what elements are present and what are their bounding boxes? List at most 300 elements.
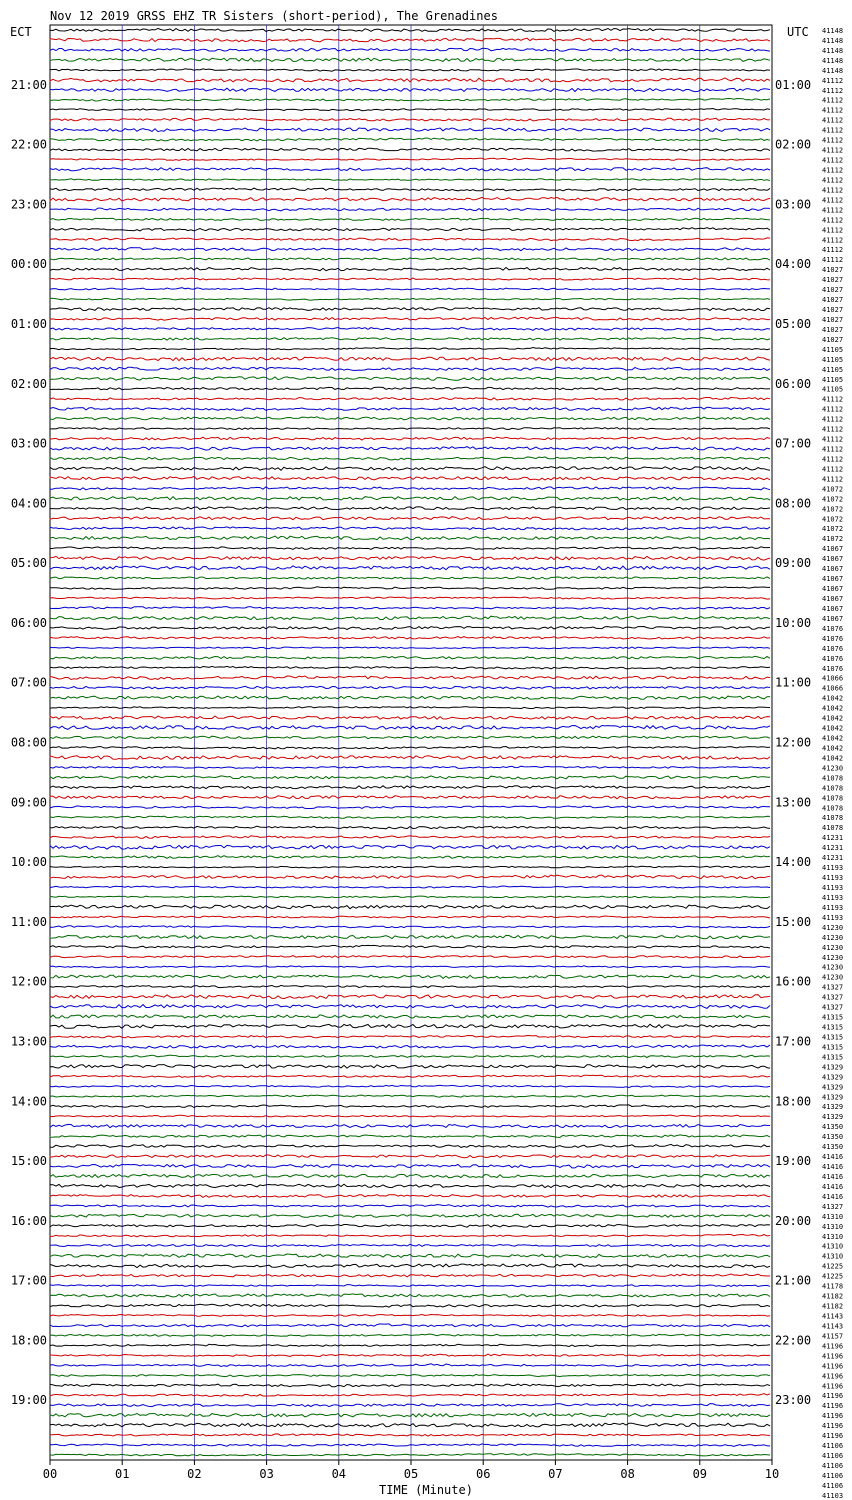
gain-label: 41112 bbox=[822, 236, 844, 245]
gain-label: 41106 bbox=[822, 1481, 844, 1490]
x-tick-label: 04 bbox=[331, 1467, 347, 1481]
gain-label: 41112 bbox=[822, 395, 844, 404]
gain-label: 41066 bbox=[822, 674, 844, 683]
gain-label: 41112 bbox=[822, 136, 844, 145]
gain-label: 41112 bbox=[822, 415, 844, 424]
gain-label: 41078 bbox=[822, 814, 844, 823]
gain-label: 41067 bbox=[822, 555, 844, 564]
trace-line bbox=[50, 726, 770, 730]
gain-label: 41076 bbox=[822, 654, 844, 663]
gain-label: 41066 bbox=[822, 684, 844, 693]
trace-line bbox=[50, 556, 770, 560]
x-tick-label: 09 bbox=[692, 1467, 708, 1481]
gain-label: 41072 bbox=[822, 485, 844, 494]
x-tick-label: 06 bbox=[475, 1467, 491, 1481]
trace-line bbox=[50, 566, 770, 570]
trace-line bbox=[50, 38, 770, 42]
gain-label: 41112 bbox=[822, 465, 844, 474]
trace-line bbox=[50, 1124, 770, 1127]
trace-line bbox=[50, 1274, 770, 1277]
trace-line bbox=[50, 886, 770, 888]
gain-label: 41112 bbox=[822, 126, 844, 135]
gain-label: 41067 bbox=[822, 614, 844, 623]
right-hour-label: 14:00 bbox=[775, 855, 812, 870]
gain-label: 41106 bbox=[822, 1442, 844, 1451]
trace-line bbox=[50, 975, 770, 978]
gain-label: 41027 bbox=[822, 306, 844, 315]
trace-line bbox=[50, 597, 770, 599]
gain-label: 41196 bbox=[822, 1422, 844, 1431]
x-tick-label: 00 bbox=[42, 1467, 58, 1481]
trace-line bbox=[50, 109, 770, 111]
trace-line bbox=[50, 208, 770, 211]
gain-label: 41196 bbox=[822, 1352, 844, 1361]
gain-label: 41106 bbox=[822, 1471, 844, 1480]
trace-line bbox=[50, 357, 770, 361]
gain-label: 41193 bbox=[822, 893, 844, 902]
gain-label: 41143 bbox=[822, 1312, 844, 1321]
trace-line bbox=[50, 338, 770, 341]
trace-line bbox=[50, 367, 770, 370]
trace-line bbox=[50, 487, 770, 490]
trace-line bbox=[50, 258, 770, 260]
right-hour-label: 08:00 bbox=[775, 496, 812, 511]
gain-label: 41182 bbox=[822, 1292, 844, 1301]
gain-label: 41315 bbox=[822, 1023, 844, 1032]
gain-label: 41310 bbox=[822, 1212, 844, 1221]
left-hour-label: 18:00 bbox=[10, 1333, 47, 1348]
trace-line bbox=[50, 467, 770, 471]
gain-label: 41027 bbox=[822, 276, 844, 285]
left-hour-label: 03:00 bbox=[10, 436, 47, 451]
gain-label: 41112 bbox=[822, 146, 844, 155]
trace-line bbox=[50, 1294, 770, 1297]
gain-label: 41067 bbox=[822, 575, 844, 584]
gain-label: 41329 bbox=[822, 1093, 844, 1102]
gain-label: 41157 bbox=[822, 1332, 844, 1341]
trace-line bbox=[50, 88, 770, 91]
right-hour-label: 12:00 bbox=[775, 735, 812, 750]
gain-label: 41112 bbox=[822, 475, 844, 484]
trace-line bbox=[50, 278, 770, 280]
gain-label: 41112 bbox=[822, 405, 844, 414]
gain-label: 41112 bbox=[822, 196, 844, 205]
gain-label: 41182 bbox=[822, 1302, 844, 1311]
trace-line bbox=[50, 437, 770, 440]
trace-line bbox=[50, 1344, 770, 1346]
gain-label: 41076 bbox=[822, 624, 844, 633]
gain-label: 41225 bbox=[822, 1262, 844, 1271]
right-hour-label: 06:00 bbox=[775, 376, 812, 391]
trace-line bbox=[50, 158, 770, 160]
gain-label: 41148 bbox=[822, 46, 844, 55]
gain-label: 41196 bbox=[822, 1402, 844, 1411]
gain-label: 41416 bbox=[822, 1172, 844, 1181]
trace-line bbox=[50, 536, 770, 540]
gain-label: 41042 bbox=[822, 744, 844, 753]
trace-line bbox=[50, 676, 770, 680]
right-hour-label: 02:00 bbox=[775, 137, 812, 152]
trace-line bbox=[50, 766, 770, 768]
gain-label: 41027 bbox=[822, 315, 844, 324]
gain-label: 41076 bbox=[822, 664, 844, 673]
trace-line bbox=[50, 1225, 770, 1228]
trace-line bbox=[50, 995, 770, 999]
trace-line bbox=[50, 48, 770, 51]
gain-label: 41067 bbox=[822, 545, 844, 554]
trace-line bbox=[50, 387, 770, 390]
gain-label: 41329 bbox=[822, 1073, 844, 1082]
trace-line bbox=[50, 985, 770, 987]
gain-label: 41196 bbox=[822, 1372, 844, 1381]
x-tick-label: 02 bbox=[187, 1467, 202, 1481]
gain-label: 41027 bbox=[822, 266, 844, 275]
trace-line bbox=[50, 1364, 770, 1367]
gain-label: 41193 bbox=[822, 874, 844, 883]
gain-label: 41230 bbox=[822, 923, 844, 932]
trace-line bbox=[50, 1304, 770, 1307]
trace-line bbox=[50, 1434, 770, 1436]
gain-label: 41112 bbox=[822, 106, 844, 115]
right-hour-label: 23:00 bbox=[775, 1393, 812, 1408]
gain-label: 41327 bbox=[822, 1003, 844, 1012]
gain-label: 41230 bbox=[822, 764, 844, 773]
gain-label: 41329 bbox=[822, 1113, 844, 1122]
gain-label: 41310 bbox=[822, 1232, 844, 1241]
gain-label: 41112 bbox=[822, 256, 844, 265]
trace-line bbox=[50, 916, 770, 918]
gain-label: 41067 bbox=[822, 585, 844, 594]
gain-label: 41230 bbox=[822, 943, 844, 952]
gain-label: 41148 bbox=[822, 66, 844, 75]
trace-line bbox=[50, 1164, 770, 1168]
right-hour-label: 07:00 bbox=[775, 436, 812, 451]
gain-label: 41196 bbox=[822, 1392, 844, 1401]
right-hour-label: 13:00 bbox=[775, 795, 812, 810]
gain-label: 41196 bbox=[822, 1362, 844, 1371]
gain-label: 41072 bbox=[822, 525, 844, 534]
gain-label: 41027 bbox=[822, 296, 844, 305]
gain-label: 41105 bbox=[822, 385, 844, 394]
trace-line bbox=[50, 179, 770, 181]
trace-line bbox=[50, 268, 770, 271]
trace-line bbox=[50, 218, 770, 220]
gain-label: 41193 bbox=[822, 903, 844, 912]
gain-label: 41350 bbox=[822, 1123, 844, 1132]
gain-label: 41072 bbox=[822, 535, 844, 544]
right-hour-label: 09:00 bbox=[775, 556, 812, 571]
trace-line bbox=[50, 477, 770, 481]
gain-label: 41027 bbox=[822, 286, 844, 295]
trace-line bbox=[50, 1036, 770, 1038]
x-tick-label: 07 bbox=[548, 1467, 563, 1481]
x-tick-label: 03 bbox=[259, 1467, 274, 1481]
trace-line bbox=[50, 607, 770, 610]
left-hour-label: 02:00 bbox=[10, 376, 47, 391]
gain-label: 41230 bbox=[822, 973, 844, 982]
left-hour-label: 09:00 bbox=[10, 795, 47, 810]
trace-line bbox=[50, 457, 770, 460]
trace-line bbox=[50, 1015, 770, 1018]
trace-line bbox=[50, 1334, 770, 1336]
gain-label: 41067 bbox=[822, 565, 844, 574]
trace-line bbox=[50, 248, 770, 251]
left-timezone-label: ECT bbox=[10, 25, 32, 39]
gain-label: 41315 bbox=[822, 1033, 844, 1042]
gain-label: 41225 bbox=[822, 1272, 844, 1281]
trace-line bbox=[50, 99, 770, 102]
right-hour-label: 19:00 bbox=[775, 1154, 812, 1169]
gain-label: 41105 bbox=[822, 345, 844, 354]
gain-label: 41112 bbox=[822, 445, 844, 454]
trace-line bbox=[50, 1384, 770, 1387]
trace-line bbox=[50, 168, 770, 171]
gain-label: 41078 bbox=[822, 804, 844, 813]
gain-label: 41042 bbox=[822, 704, 844, 713]
gain-label: 41148 bbox=[822, 36, 844, 45]
gain-label: 41112 bbox=[822, 86, 844, 95]
trace-line bbox=[50, 397, 770, 400]
trace-line bbox=[50, 1234, 770, 1236]
trace-line bbox=[50, 517, 770, 520]
gain-label: 41076 bbox=[822, 634, 844, 643]
trace-line bbox=[50, 905, 770, 909]
trace-line bbox=[50, 1354, 770, 1356]
trace-line bbox=[50, 627, 770, 630]
trace-line bbox=[50, 866, 770, 868]
left-hour-label: 10:00 bbox=[10, 855, 47, 870]
trace-line bbox=[50, 197, 770, 201]
gain-label: 41112 bbox=[822, 216, 844, 225]
gain-label: 41078 bbox=[822, 794, 844, 803]
trace-line bbox=[50, 935, 770, 938]
trace-line bbox=[50, 1065, 770, 1069]
trace-line bbox=[50, 836, 770, 839]
gain-label: 41112 bbox=[822, 156, 844, 165]
trace-line bbox=[50, 826, 770, 829]
trace-line bbox=[50, 348, 770, 350]
trace-line bbox=[50, 1205, 770, 1208]
trace-line bbox=[50, 1115, 770, 1117]
trace-line bbox=[50, 1454, 770, 1456]
gain-label: 41329 bbox=[822, 1103, 844, 1112]
trace-line bbox=[50, 1105, 770, 1108]
left-hour-label: 07:00 bbox=[10, 675, 47, 690]
trace-line bbox=[50, 407, 770, 410]
gain-label: 41112 bbox=[822, 116, 844, 125]
trace-line bbox=[50, 298, 770, 300]
right-hour-label: 18:00 bbox=[775, 1094, 812, 1109]
gain-label: 41329 bbox=[822, 1083, 844, 1092]
gain-label: 41078 bbox=[822, 784, 844, 793]
trace-line bbox=[50, 1005, 770, 1009]
trace-line bbox=[50, 716, 770, 719]
trace-line bbox=[50, 747, 770, 749]
left-hour-label: 21:00 bbox=[10, 77, 47, 92]
right-hour-label: 21:00 bbox=[775, 1273, 812, 1288]
right-hour-label: 17:00 bbox=[775, 1034, 812, 1049]
gain-label: 41178 bbox=[822, 1282, 844, 1291]
gain-label: 41106 bbox=[822, 1461, 844, 1470]
gain-label: 41076 bbox=[822, 644, 844, 653]
gain-label: 41072 bbox=[822, 515, 844, 524]
gain-label: 41112 bbox=[822, 176, 844, 185]
gain-label: 41112 bbox=[822, 435, 844, 444]
trace-line bbox=[50, 587, 770, 590]
trace-line bbox=[50, 69, 770, 71]
x-tick-label: 05 bbox=[403, 1467, 419, 1481]
gain-label: 41230 bbox=[822, 953, 844, 962]
trace-line bbox=[50, 666, 770, 669]
gain-label: 41027 bbox=[822, 325, 844, 334]
gain-label: 41042 bbox=[822, 754, 844, 763]
gain-label: 41327 bbox=[822, 983, 844, 992]
x-tick-label: 10 bbox=[764, 1467, 780, 1481]
gain-label: 41416 bbox=[822, 1182, 844, 1191]
gain-label: 41350 bbox=[822, 1143, 844, 1152]
trace-line bbox=[50, 845, 770, 849]
trace-line bbox=[50, 1374, 770, 1376]
gain-label: 41231 bbox=[822, 844, 844, 853]
gain-label: 41112 bbox=[822, 96, 844, 105]
trace-line bbox=[50, 547, 770, 550]
trace-line bbox=[50, 148, 770, 151]
gain-label: 41416 bbox=[822, 1153, 844, 1162]
gain-label: 41231 bbox=[822, 854, 844, 863]
trace-line bbox=[50, 686, 770, 689]
trace-line bbox=[50, 1214, 770, 1217]
trace-line bbox=[50, 428, 770, 430]
left-hour-label: 06:00 bbox=[10, 615, 47, 630]
gain-label: 41329 bbox=[822, 1063, 844, 1072]
left-hour-label: 11:00 bbox=[10, 914, 47, 929]
trace-line bbox=[50, 1095, 770, 1097]
trace-line bbox=[50, 1264, 770, 1268]
gain-label: 41148 bbox=[822, 56, 844, 65]
trace-line bbox=[50, 377, 770, 380]
gain-label: 41327 bbox=[822, 993, 844, 1002]
gain-label: 41196 bbox=[822, 1382, 844, 1391]
gain-label: 41327 bbox=[822, 1202, 844, 1211]
trace-line bbox=[50, 796, 770, 799]
trace-line bbox=[50, 1075, 770, 1077]
right-hour-label: 11:00 bbox=[775, 675, 812, 690]
trace-line bbox=[50, 707, 770, 709]
trace-line bbox=[50, 1423, 770, 1427]
left-hour-label: 15:00 bbox=[10, 1154, 47, 1169]
gain-label: 41072 bbox=[822, 495, 844, 504]
gain-label: 41315 bbox=[822, 1043, 844, 1052]
trace-line bbox=[50, 497, 770, 501]
gain-label: 41072 bbox=[822, 505, 844, 514]
gain-label: 41112 bbox=[822, 166, 844, 175]
trace-line bbox=[50, 1324, 770, 1327]
trace-line bbox=[50, 1315, 770, 1317]
gain-label: 41042 bbox=[822, 734, 844, 743]
left-hour-label: 04:00 bbox=[10, 496, 47, 511]
trace-line bbox=[50, 288, 770, 290]
trace-line bbox=[50, 1024, 770, 1028]
left-hour-label: 17:00 bbox=[10, 1273, 47, 1288]
gain-label: 41230 bbox=[822, 963, 844, 972]
gain-label: 41042 bbox=[822, 724, 844, 733]
gain-label: 41193 bbox=[822, 864, 844, 873]
x-tick-label: 01 bbox=[114, 1467, 130, 1481]
gain-label: 41078 bbox=[822, 774, 844, 783]
x-axis-label: TIME (Minute) bbox=[379, 1483, 473, 1497]
gain-label: 41112 bbox=[822, 246, 844, 255]
right-hour-label: 16:00 bbox=[775, 974, 812, 989]
gain-label: 41310 bbox=[822, 1222, 844, 1231]
right-hour-label: 01:00 bbox=[775, 77, 812, 92]
left-hour-label: 22:00 bbox=[10, 137, 47, 152]
trace-line bbox=[50, 1045, 770, 1048]
trace-line bbox=[50, 1444, 770, 1446]
trace-line bbox=[50, 856, 770, 859]
gain-label: 41315 bbox=[822, 1053, 844, 1062]
gain-label: 41315 bbox=[822, 1013, 844, 1022]
trace-line bbox=[50, 238, 770, 241]
left-hour-label: 12:00 bbox=[10, 974, 47, 989]
trace-line bbox=[50, 1244, 770, 1246]
gain-label: 41416 bbox=[822, 1192, 844, 1201]
trace-line bbox=[50, 128, 770, 132]
trace-line bbox=[50, 1254, 770, 1258]
gain-label: 41112 bbox=[822, 425, 844, 434]
trace-line bbox=[50, 736, 770, 739]
gain-label: 41112 bbox=[822, 76, 844, 85]
trace-line bbox=[50, 1155, 770, 1158]
x-tick-label: 08 bbox=[620, 1467, 635, 1481]
trace-line bbox=[50, 507, 770, 510]
trace-line bbox=[50, 966, 770, 968]
trace-line bbox=[50, 317, 770, 320]
left-hour-label: 08:00 bbox=[10, 735, 47, 750]
gain-label: 41196 bbox=[822, 1412, 844, 1421]
gain-label: 41196 bbox=[822, 1342, 844, 1351]
trace-line bbox=[50, 616, 770, 619]
gain-label: 41027 bbox=[822, 335, 844, 344]
gain-label: 41230 bbox=[822, 933, 844, 942]
trace-line bbox=[50, 58, 770, 61]
right-hour-label: 05:00 bbox=[775, 316, 812, 331]
trace-line bbox=[50, 1195, 770, 1198]
right-hour-label: 10:00 bbox=[775, 615, 812, 630]
gain-label: 41106 bbox=[822, 1452, 844, 1461]
gain-label: 41105 bbox=[822, 365, 844, 374]
trace-line bbox=[50, 945, 770, 948]
trace-line bbox=[50, 1085, 770, 1087]
right-hour-label: 15:00 bbox=[775, 914, 812, 929]
gain-label: 41143 bbox=[822, 1322, 844, 1331]
trace-line bbox=[50, 647, 770, 649]
trace-line bbox=[50, 806, 770, 809]
trace-line bbox=[50, 956, 770, 958]
trace-line bbox=[50, 118, 770, 121]
chart-title: Nov 12 2019 GRSS EHZ TR Sisters (short-period), The Grenadines bbox=[50, 9, 498, 23]
left-hour-label: 23:00 bbox=[10, 197, 47, 212]
gain-label: 41416 bbox=[822, 1163, 844, 1172]
right-timezone-label: UTC bbox=[787, 25, 809, 39]
trace-line bbox=[50, 816, 770, 818]
gain-label: 41112 bbox=[822, 455, 844, 464]
right-hour-label: 20:00 bbox=[775, 1213, 812, 1228]
gain-label: 41350 bbox=[822, 1133, 844, 1142]
left-hour-label: 13:00 bbox=[10, 1034, 47, 1049]
right-hour-label: 22:00 bbox=[775, 1333, 812, 1348]
gain-label: 41112 bbox=[822, 186, 844, 195]
gain-label: 41042 bbox=[822, 694, 844, 703]
